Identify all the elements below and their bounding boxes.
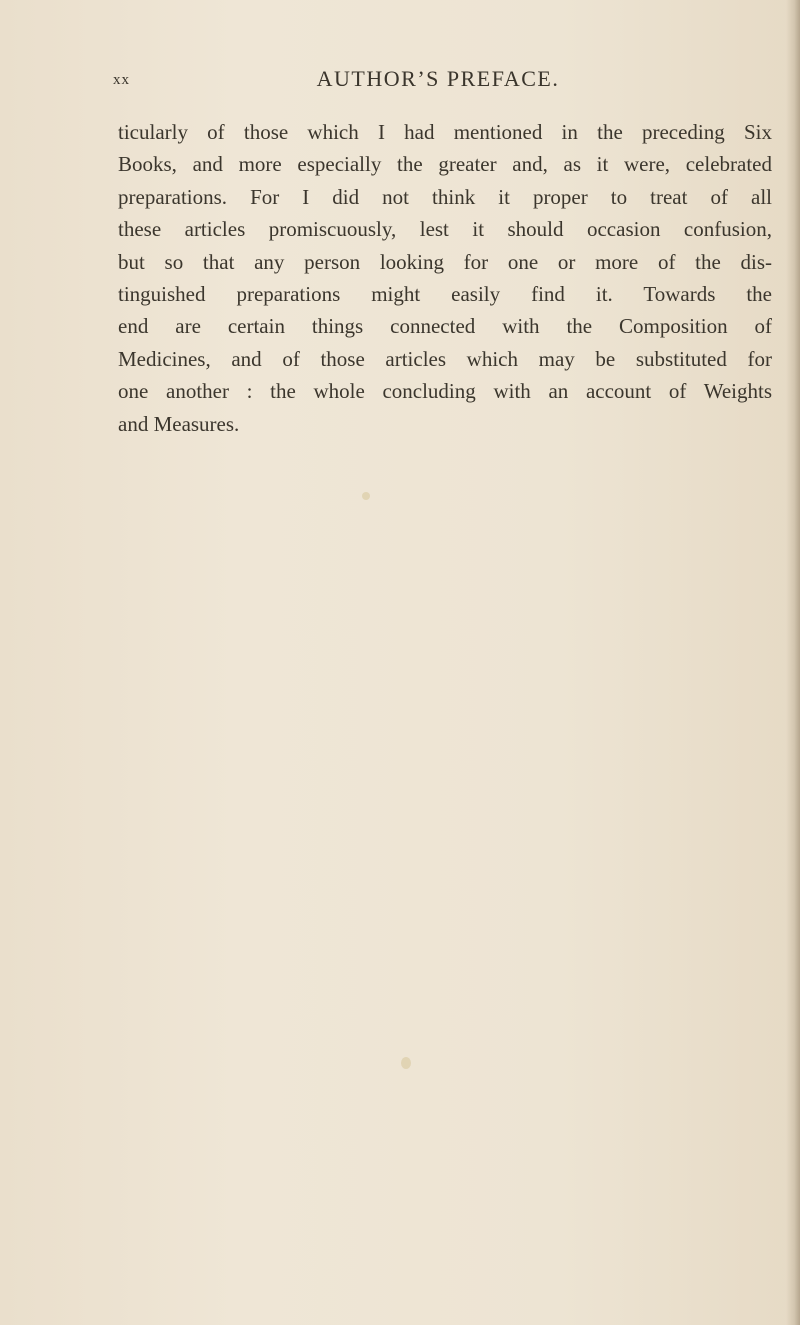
text-line: and Measures.	[118, 411, 240, 436]
text-line: end are certain things connected with the Composition of	[118, 314, 772, 339]
text-line: ticularly of those which I had mentioned in the preceding Six	[118, 120, 772, 144]
page-edge-shadow	[786, 0, 800, 1325]
paper-speck	[401, 1057, 411, 1069]
text-line: Books, and more especially the greater and, as it were, celebrated	[118, 152, 772, 177]
text-line: preparations. For I did not think it proper to treat of all	[118, 184, 772, 209]
body-paragraph	[118, 116, 772, 440]
text-line: these articles promiscuously, lest it should occasion confusion,	[118, 217, 772, 242]
text-line: one another : the whole concluding with an account of Weights	[118, 379, 772, 404]
text-line: Medicines, and of those articles which may be substituted for	[118, 346, 772, 371]
running-head: AUTHOR’S PREFACE.	[316, 66, 560, 91]
text-line: tinguished preparations might easily find it. Towards the	[118, 282, 772, 307]
paper-speck	[362, 492, 370, 500]
page-header	[113, 66, 743, 96]
text-line: but so that any person looking for one or more of the dis-	[118, 249, 772, 274]
page-number: xx	[113, 72, 130, 88]
